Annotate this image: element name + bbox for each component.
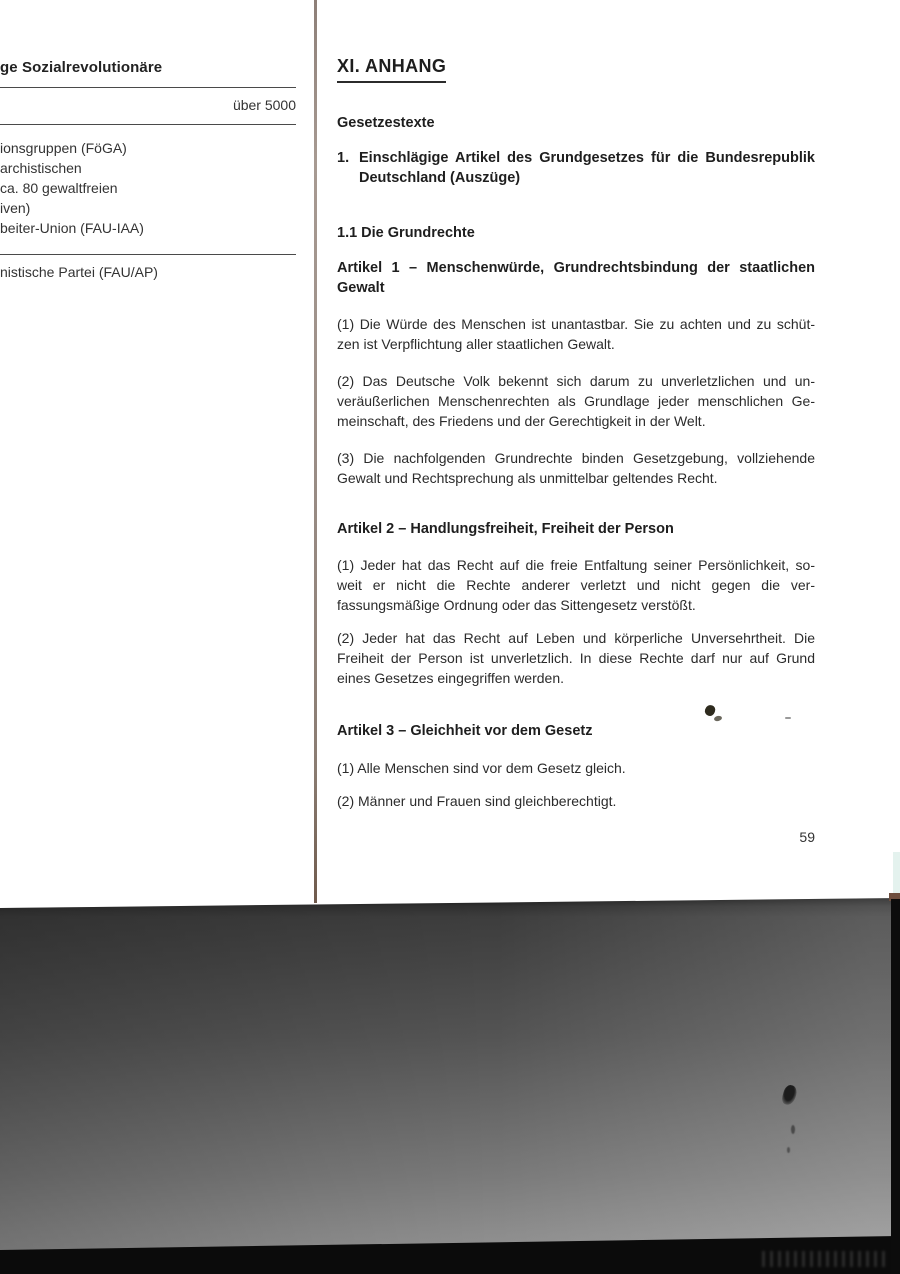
faint-dash-mark — [785, 717, 791, 719]
book-spine-gutter — [314, 0, 317, 903]
numbered-heading — [337, 148, 815, 188]
article-2-paragraph-2 — [337, 628, 815, 688]
text-line: Freiheit der Person ist unverletzlich. In diese Rechte darf nur auf Grund — [337, 650, 815, 666]
page-edge-highlight — [893, 852, 900, 899]
chapter-heading-text: XI. ANHANG — [337, 56, 446, 83]
right-edge-strip — [891, 899, 900, 1274]
text-line: fassungsmäßige Ordnung oder das Sittengesetz verstößt. — [337, 597, 696, 613]
page-number: 59 — [799, 829, 815, 845]
article-1-paragraph-1 — [337, 314, 815, 354]
text-line: eines Gesetzes eingegriffen werden. — [337, 670, 564, 686]
text-line: beiter-Union (FAU-IAA) — [0, 220, 144, 236]
article-1-paragraph-3 — [337, 448, 815, 488]
text-line: (2) Jeder hat das Recht auf Leben und körperliche Unversehrtheit. Die — [337, 630, 815, 646]
imprint-marks — [762, 1251, 888, 1267]
text-line: Einschlägige Artikel des Grundgesetzes für die Bundesrepublik — [359, 150, 815, 166]
article-1-paragraph-2 — [337, 371, 815, 431]
text-line: weit er nicht die Rechte anderer verletzt und nicht gegen die ver- — [337, 577, 815, 593]
text-line: Gewalt — [337, 280, 385, 296]
ink-speck — [791, 1125, 795, 1134]
text-line: (3) Die nachfolgenden Grundrechte binden Gesetzgebung, vollziehende — [337, 450, 815, 466]
text-line: Gewalt und Rechtsprechung als unmittelbar geltendes Recht. — [337, 470, 718, 486]
horizontal-rule — [0, 254, 296, 255]
text-line: Artikel 1 – Menschenwürde, Grundrechtsbindung der staatlichen — [337, 260, 815, 276]
left-page-footer-item: nistische Partei (FAU/AP) — [0, 264, 158, 280]
text-line: iven) — [0, 200, 31, 216]
text-line: (1) Die Würde des Menschen ist unantastbar. Sie zu achten und zu schüt- — [337, 316, 815, 332]
heading-text — [359, 148, 815, 188]
article-2-title: Artikel 2 – Handlungsfreiheit, Freiheit der Person — [337, 521, 674, 537]
article-3-title: Artikel 3 – Gleichheit vor dem Gesetz — [337, 723, 593, 739]
subsection-heading: 1.1 Die Grundrechte — [337, 225, 475, 241]
scanner-dark-area — [0, 897, 900, 1274]
text-line: (2) Männer und Frauen sind gleichberechtigt. — [337, 793, 617, 809]
text-line: (1) Alle Menschen sind vor dem Gesetz gleich. — [337, 760, 626, 776]
horizontal-rule — [0, 87, 296, 88]
article-3-paragraph-2 — [337, 791, 815, 811]
article-2-paragraph-1 — [337, 555, 815, 615]
heading-number: 1. — [337, 150, 350, 166]
text-line: archistischen — [0, 160, 82, 176]
ink-speck — [787, 1147, 790, 1153]
text-line: veräußerlichen Menschenrechten als Grundlage jeder menschlichen Ge- — [337, 393, 815, 409]
ink-blob — [704, 704, 717, 718]
left-page-item-list — [0, 138, 296, 238]
left-page-heading: ge Sozialrevolutionäre — [0, 59, 163, 76]
text-line: ca. 80 gewaltfreien — [0, 180, 118, 196]
text-line: zen ist Verpflichtung aller staatlichen Gewalt. — [337, 336, 615, 352]
left-page-table-value: über 5000 — [232, 97, 296, 113]
text-line: meinschaft, des Friedens und der Gerechtigkeit in der Welt. — [337, 413, 706, 429]
text-line: Deutschland (Auszüge) — [359, 170, 521, 186]
article-1-title — [337, 258, 815, 298]
text-line: (1) Jeder hat das Recht auf die freie Entfaltung seiner Persönlichkeit, so- — [337, 557, 815, 573]
horizontal-rule — [0, 124, 296, 125]
scan-shading — [0, 897, 900, 1274]
section-title: Gesetzestexte — [337, 115, 435, 131]
chapter-heading — [337, 56, 815, 83]
text-line: (2) Das Deutsche Volk bekennt sich darum zu unverletzlichen und un- — [337, 373, 815, 389]
text-line: ionsgruppen (FöGA) — [0, 140, 127, 156]
article-3-paragraph-1 — [337, 758, 815, 778]
